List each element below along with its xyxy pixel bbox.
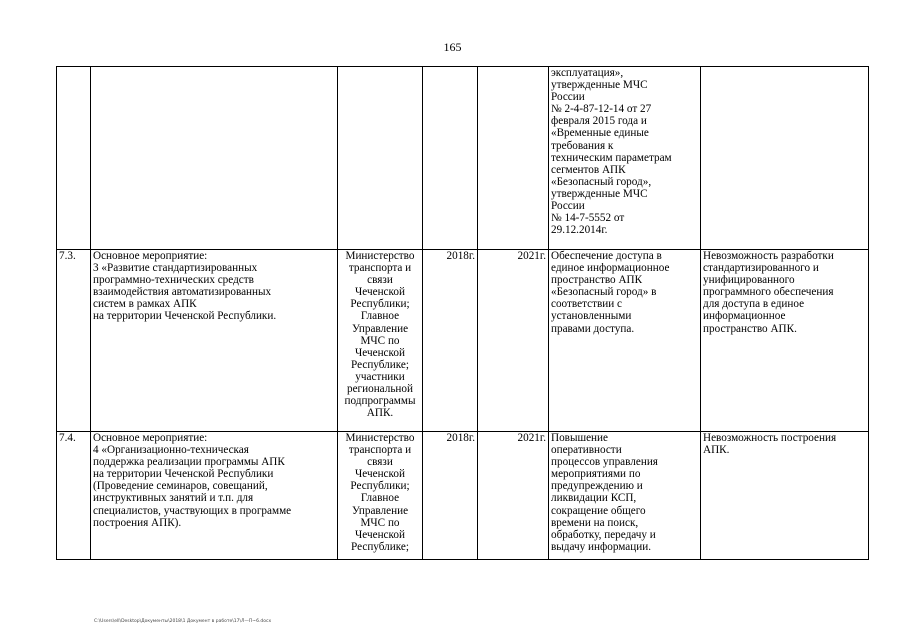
end-year bbox=[478, 67, 549, 250]
table-row bbox=[57, 250, 869, 432]
activity-title-body: 4 «Организационно-техническая поддержка реализации программы АПК на территории Чеченской Республики (Проведение семинаров, совещаний, инструктивных занятий и т.п. для специалистов, участвующих в программе построения АПК). bbox=[93, 444, 292, 529]
start-year bbox=[423, 67, 478, 250]
table-row bbox=[57, 432, 869, 560]
table-row bbox=[57, 67, 869, 250]
expected-result: Повышение оперативности процессов управления мероприятиями по предупреждению и ликвидации КСП, сокращение общего времени на поиск, обработку, передачу и выдачу информации. bbox=[549, 432, 701, 560]
non-implementation-consequence: Невозможность разработки стандартизированного и унифицированного программного обеспечения для доступа в единое информационное пространство АПК. bbox=[701, 250, 869, 432]
activity-title-body: 3 «Развитие стандартизированных программно-технических средств взаимодействия автоматизированных систем в рамках АПК на территории Чеченской Республики. bbox=[93, 262, 277, 323]
row-number: 7.4. bbox=[57, 432, 91, 560]
activity-title-head: Основное мероприятие: bbox=[93, 250, 208, 262]
footer-file-path: C:\Users\ell\Desktop\Документы\2018\1 Документ в работе\17\Л—П~6.docx bbox=[94, 619, 272, 624]
page-number: 165 bbox=[443, 40, 462, 54]
activity-title bbox=[91, 250, 338, 432]
program-table bbox=[56, 66, 869, 560]
activity-title bbox=[91, 432, 338, 560]
non-implementation-consequence bbox=[701, 67, 869, 250]
start-year: 2018г. bbox=[423, 432, 478, 560]
non-implementation-consequence: Невозможность построения АПК. bbox=[701, 432, 869, 560]
expected-result: Обеспечение доступа в единое информационное пространство АПК «Безопасный город» в соответствии с установленными правами доступа. bbox=[549, 250, 701, 432]
row-number: 7.3. bbox=[57, 250, 91, 432]
executor-cell: Министерство транспорта и связи Чеченской Республики; Главное Управление МЧС по Чеченской Республике; участники региональной подпрограммы АПК. bbox=[338, 250, 423, 432]
activity-title bbox=[91, 67, 338, 250]
activity-title-head: Основное мероприятие: bbox=[93, 432, 208, 444]
end-year: 2021г. bbox=[478, 432, 549, 560]
executor-cell: Министерство транспорта и связи Чеченской Республики; Главное Управление МЧС по Чеченской Республике; bbox=[338, 432, 423, 560]
expected-result: эксплуатация», утвержденные МЧС России № 2-4-87-12-14 от 27 февраля 2015 года и «Временные единые требования к техническим параметрам сегментов АПК «Безопасный город», утвержденные МЧС России № 14-7-5552 от 29.12.2014г. bbox=[549, 67, 701, 250]
executor-cell bbox=[338, 67, 423, 250]
end-year: 2021г. bbox=[478, 250, 549, 432]
row-number bbox=[57, 67, 91, 250]
start-year: 2018г. bbox=[423, 250, 478, 432]
